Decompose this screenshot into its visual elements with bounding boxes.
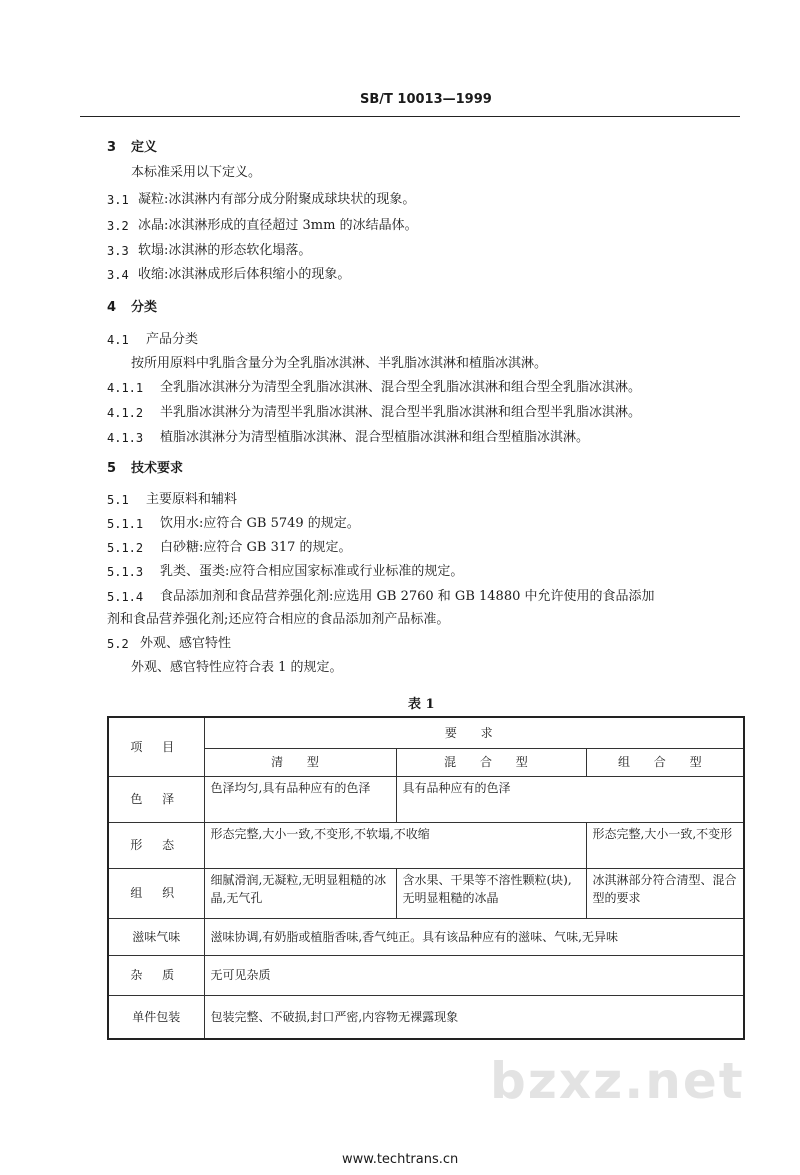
clause-number: 5.1.1	[107, 517, 144, 531]
clause-text: 外观、感官特性	[140, 636, 232, 651]
clause-text: 产品分类	[146, 332, 199, 347]
cell-qing-hunhe: 形态完整,大小一致,不变形,不软塌,不收缩	[204, 822, 586, 868]
paragraph-text: 剂和食品营养强化剂;还应符合相应的食品添加剂产品标准。	[107, 612, 450, 627]
cell-hunhe-zuhe: 具有品种应有的色泽	[396, 776, 744, 822]
clause-number: 4.1.2	[107, 406, 144, 420]
section-number: 3	[107, 140, 117, 155]
table-row	[108, 995, 744, 1039]
section-title: 定义	[131, 140, 158, 155]
standard-number-header: SB/T 10013—1999	[360, 92, 492, 107]
section-title: 技术要求	[131, 461, 184, 476]
clause-number: 3.2	[107, 219, 129, 233]
clause-text: 软塌:冰淇淋的形态软化塌落。	[138, 243, 312, 258]
clause-text: 全乳脂冰淇淋分为清型全乳脂冰淇淋、混合型全乳脂冰淇淋和组合型全乳脂冰淇淋。	[160, 380, 642, 395]
footer-url: www.techtrans.cn	[342, 1152, 459, 1167]
clause-text: 植脂冰淇淋分为清型植脂冰淇淋、混合型植脂冰淇淋和组合型植脂冰淇淋。	[160, 430, 590, 445]
row-label: 滋味气味	[108, 918, 204, 955]
paragraph-text: 按所用原料中乳脂含量分为全乳脂冰淇淋、半乳脂冰淇淋和植脂冰淇淋。	[131, 356, 548, 371]
clause-number: 5.2	[107, 637, 129, 651]
cell-qing: 色泽均匀,具有品种应有的色泽	[204, 776, 396, 822]
sensory-requirements-table	[107, 716, 745, 1040]
table-row	[108, 955, 744, 995]
row-label: 单件包装	[108, 995, 204, 1039]
paragraph-text: 外观、感官特性应符合表 1 的规定。	[131, 660, 343, 675]
clause-number: 3.1	[107, 193, 129, 207]
clause-number: 3.4	[107, 268, 129, 282]
header-qing: 清 型	[204, 748, 396, 776]
clause-text: 饮用水:应符合 GB 5749 的规定。	[160, 516, 360, 531]
clause-text: 主要原料和辅料	[146, 492, 238, 507]
table-subheader-row	[108, 748, 744, 776]
cell-all: 包装完整、不破损,封口严密,内容物无裸露现象	[204, 995, 744, 1039]
cell-qing: 细腻滑润,无凝粒,无明显粗糙的冰晶,无气孔	[204, 868, 396, 918]
clause-text: 食品添加剂和食品营养强化剂:应选用 GB 2760 和 GB 14880 中允许使用的食品添加	[160, 589, 655, 604]
clause-text: 冰晶:冰淇淋形成的直径超过 3mm 的冰结晶体。	[138, 218, 418, 233]
header-item: 项 目	[108, 717, 204, 776]
header-hunhe: 混 合 型	[396, 748, 586, 776]
row-label: 形 态	[108, 822, 204, 868]
table-row	[108, 776, 744, 822]
clause-number: 4.1	[107, 333, 129, 347]
clause-number: 5.1.2	[107, 541, 144, 555]
cell-zuhe: 冰淇淋部分符合清型、混合型的要求	[586, 868, 744, 918]
clause-text: 凝粒:冰淇淋内有部分成分附聚成球块状的现象。	[138, 192, 416, 207]
section-number: 4	[107, 300, 117, 315]
section-number: 5	[107, 461, 117, 476]
row-label: 色 泽	[108, 776, 204, 822]
row-label: 组 织	[108, 868, 204, 918]
cell-hunhe: 含水果、干果等不溶性颗粒(块),无明显粗糙的冰晶	[396, 868, 586, 918]
cell-all: 无可见杂质	[204, 955, 744, 995]
clause-text: 白砂糖:应符合 GB 317 的规定。	[160, 540, 352, 555]
header-zuhe: 组 合 型	[586, 748, 744, 776]
clause-number: 3.3	[107, 244, 129, 258]
section-title: 分类	[131, 300, 158, 315]
clause-text: 半乳脂冰淇淋分为清型半乳脂冰淇淋、混合型半乳脂冰淇淋和组合型半乳脂冰淇淋。	[160, 405, 642, 420]
clause-number: 4.1.3	[107, 431, 144, 445]
clause-text: 收缩:冰淇淋成形后体积缩小的现象。	[138, 267, 351, 282]
table-title: 表 1	[408, 697, 435, 712]
clause-number: 5.1.4	[107, 590, 144, 604]
clause-number: 5.1.3	[107, 565, 144, 579]
table-row	[108, 868, 744, 918]
clause-number: 4.1.1	[107, 381, 144, 395]
header-requirements: 要 求	[204, 717, 744, 748]
table-row	[108, 918, 744, 955]
header-rule	[80, 116, 740, 117]
table-row	[108, 822, 744, 868]
watermark: bzxz.net	[490, 1052, 745, 1110]
paragraph-text: 本标准采用以下定义。	[131, 165, 262, 180]
cell-all: 滋味协调,有奶脂或植脂香味,香气纯正。具有该品种应有的滋味、气味,无异味	[204, 918, 744, 955]
row-label: 杂 质	[108, 955, 204, 995]
clause-text: 乳类、蛋类:应符合相应国家标准或行业标准的规定。	[160, 564, 464, 579]
table-header-row	[108, 717, 744, 748]
cell-zuhe: 形态完整,大小一致,不变形	[586, 822, 744, 868]
clause-number: 5.1	[107, 493, 129, 507]
